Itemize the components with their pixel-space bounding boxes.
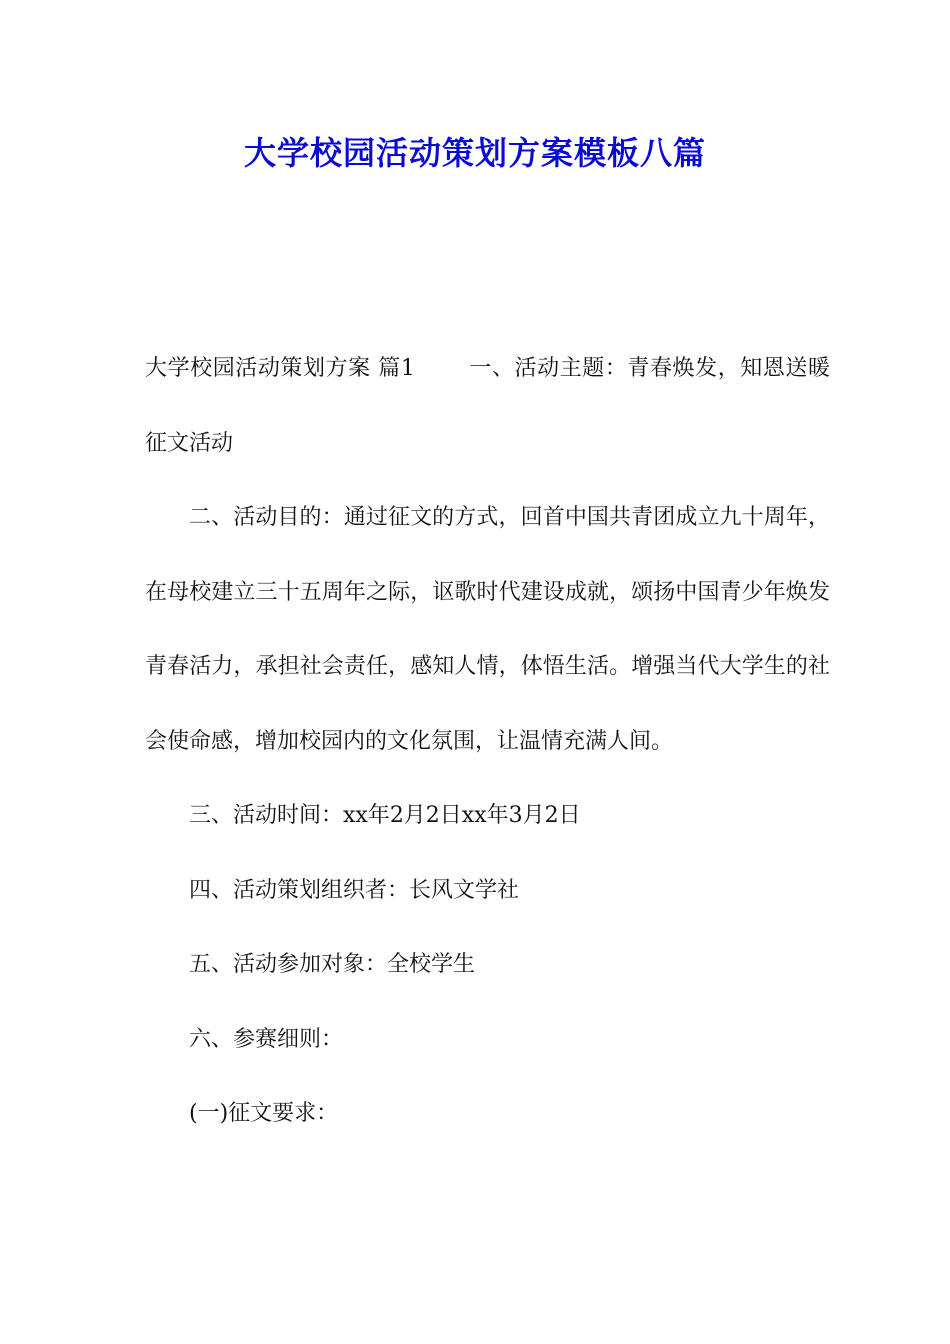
paragraph-theme: 一、活动主题：青春焕发，知恩送暖征文活动 [145, 356, 830, 456]
paragraph-organizer: 四、活动策划组织者：长风文学社 [189, 877, 520, 903]
paragraph-purpose: 二、活动目的：通过征文的方式，回首中国共青团成立九十周年，在母校建立三十五周年之际，讴歌时代建设成就，颂扬中国青少年焕发青春活力，承担社会责任，感知人情，体悟生活。增强当代大学生的社会使命感，增加校园内的文化氛围，让温情充满人间。 [145, 505, 830, 754]
paragraph-requirements: (一)征文要求： [189, 1101, 339, 1126]
document-body [145, 332, 830, 1152]
paragraph-time: 三、活动时间：xx年2月2日xx年3月2日 [189, 803, 581, 828]
paragraph-participants: 五、活动参加对象：全校学生 [189, 952, 476, 977]
first-paragraph [145, 332, 830, 481]
paragraph-rules: 六、参赛细则： [189, 1026, 344, 1052]
document-title: 大学校园活动策划方案模板八篇 [243, 134, 706, 172]
section-heading: 大学校园活动策划方案 篇1 [145, 356, 415, 381]
